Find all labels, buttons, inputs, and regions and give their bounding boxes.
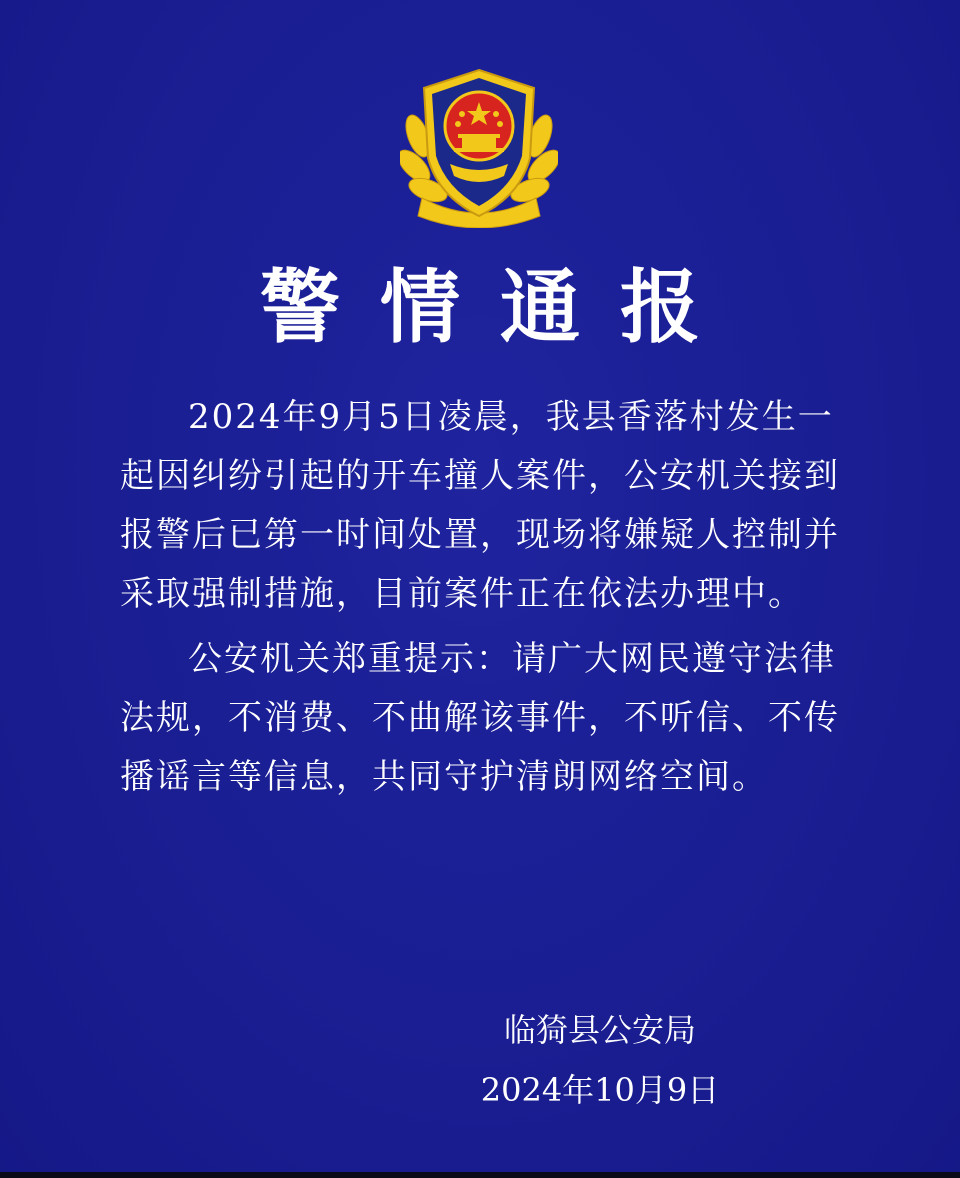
bottom-edge (0, 1172, 960, 1178)
issuer-name: 临猗县公安局 (503, 1011, 696, 1049)
police-emblem-icon (400, 68, 558, 228)
notice-paragraph: 公安机关郑重提示：请广大网民遵守法律法规，不消费、不曲解该事件，不听信、不传播谣言等信息，共同守护清朗网络空间。 (120, 639, 840, 797)
notice-paragraph: 2024年9月5日凌晨，我县香落村发生一起因纠纷引起的开车撞人案件，公安机关接到报警后已第一时间处置，现场将嫌疑人控制并采取强制措施，目前案件正在依法办理中。 (120, 397, 840, 614)
notice-body (120, 388, 840, 813)
signature-block (480, 1000, 720, 1120)
page-title: 警情通报 (260, 261, 740, 354)
issue-date: 2024年10月9日 (480, 1071, 720, 1109)
